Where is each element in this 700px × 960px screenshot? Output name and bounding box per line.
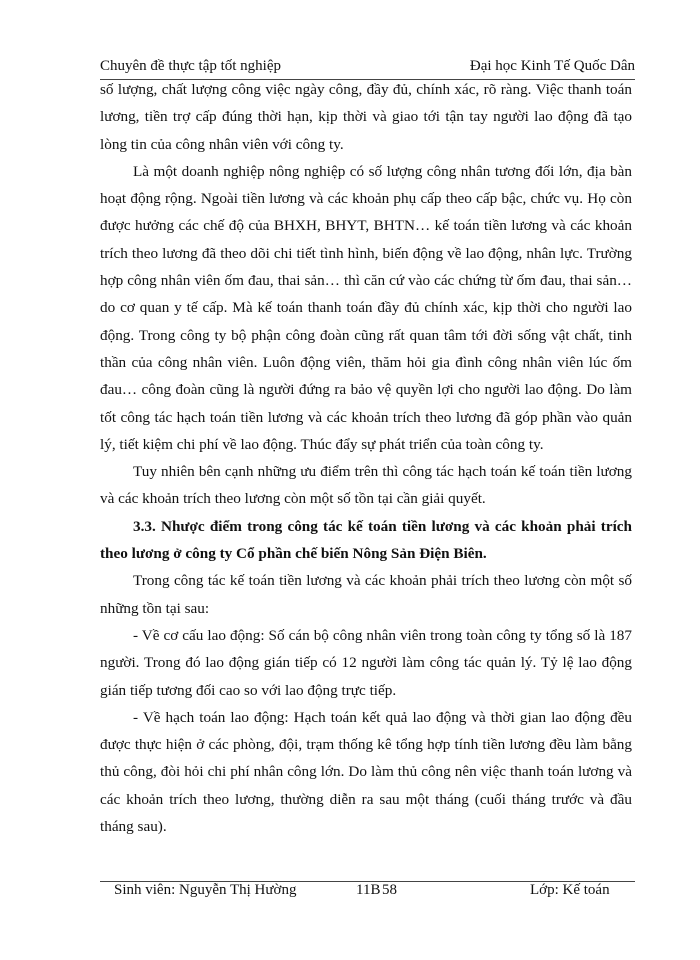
paragraph: Trong công tác kế toán tiền lương và các khoản phải trích theo lương còn một số những tồn tại sau: [100, 572, 632, 617]
header-right-text: Đại học Kinh Tế Quốc Dân [469, 58, 635, 74]
header-left-text: Chuyên đề thực tập tốt nghiệp [100, 58, 282, 74]
footer-class-continued: 11B [356, 882, 381, 898]
section-heading: 3.3. Nhược điểm trong công tác kế toán tiền lương và các khoản phải trích theo lương ở công ty Cổ phần chế biến Nông Sản Điện Biên. [100, 517, 632, 563]
footer-class: Lớp: Kế toán [530, 882, 610, 898]
paragraph: Là một doanh nghiệp nông nghiệp có số lượng công nhân tương đối lớn, địa bàn hoạt động rộng. Ngoài tiền lương và các khoản phụ cấp theo cấp bậc, chức vụ. Họ còn được hưởng các chế độ của BHXH, BHYT, BHTN… kế toán tiền lương và các khoản trích theo lương đã theo dõi chi tiết tình hình, biến động về lao động, nhân lực. Trường hợp công nhân viên ốm đau, thai sản… thì căn cứ vào các chứng từ ốm đau, thai sản… do cơ quan y tế cấp. Mà kế toán thanh toán đầy đủ chính xác, kịp thời cho người lao động. Trong công ty bộ phận công đoàn cũng rất quan tâm tới đời sống vật chất, tinh thần của công nhân viên. Luôn động viên, thăm hỏi gia đình công nhân viên lúc ốm đau… công đoàn cũng là người đứng ra bảo vệ quyền lợi cho người lao động. Do làm tốt công tác hạch toán tiền lương và các khoản trích theo lương đã góp phần vào quản lý, tiết kiệm chi phí về lao động. Thúc đẩy sự phát triển của toàn công ty. [100, 162, 632, 453]
paragraph: - Về hạch toán lao động: Hạch toán kết quả lao động và thời gian lao động đều được thực hiện ở các phòng, đội, trạm thống kê tổng hợp tính tiền lương đều làm bằng thủ công, đòi hỏi chi phí nhân công lớn. Do làm thủ công nên việc thanh toán lương và các khoản trích theo lương, thường diễn ra sau một tháng (cuối tháng trước và đầu tháng sau). [100, 708, 632, 836]
document-body [100, 76, 632, 840]
paragraph-continued: số lượng, chất lượng công việc ngày công, đầy đủ, chính xác, rõ ràng. Việc thanh toán lương, tiền trợ cấp đúng thời hạn, kịp thời và giao tới tận tay người lao động đã tạo lòng tin của công nhân viên với công ty. [100, 81, 632, 153]
footer-student: Sinh viên: Nguyễn Thị Hường [114, 882, 297, 898]
paragraph: Tuy nhiên bên cạnh những ưu điểm trên thì công tác hạch toán kế toán tiền lương và các khoản trích theo lương còn một số tồn tại cần giải quyết. [100, 463, 632, 508]
paragraph: - Về cơ cấu lao động: Số cán bộ công nhân viên trong toàn công ty tổng số là 187 người. Trong đó lao động gián tiếp có 12 người làm công tác quản lý. Tỷ lệ lao động gián tiếp tương đối cao so với lao động trực tiếp. [100, 626, 632, 699]
page-number: 58 [382, 882, 397, 898]
page-header [100, 58, 635, 75]
